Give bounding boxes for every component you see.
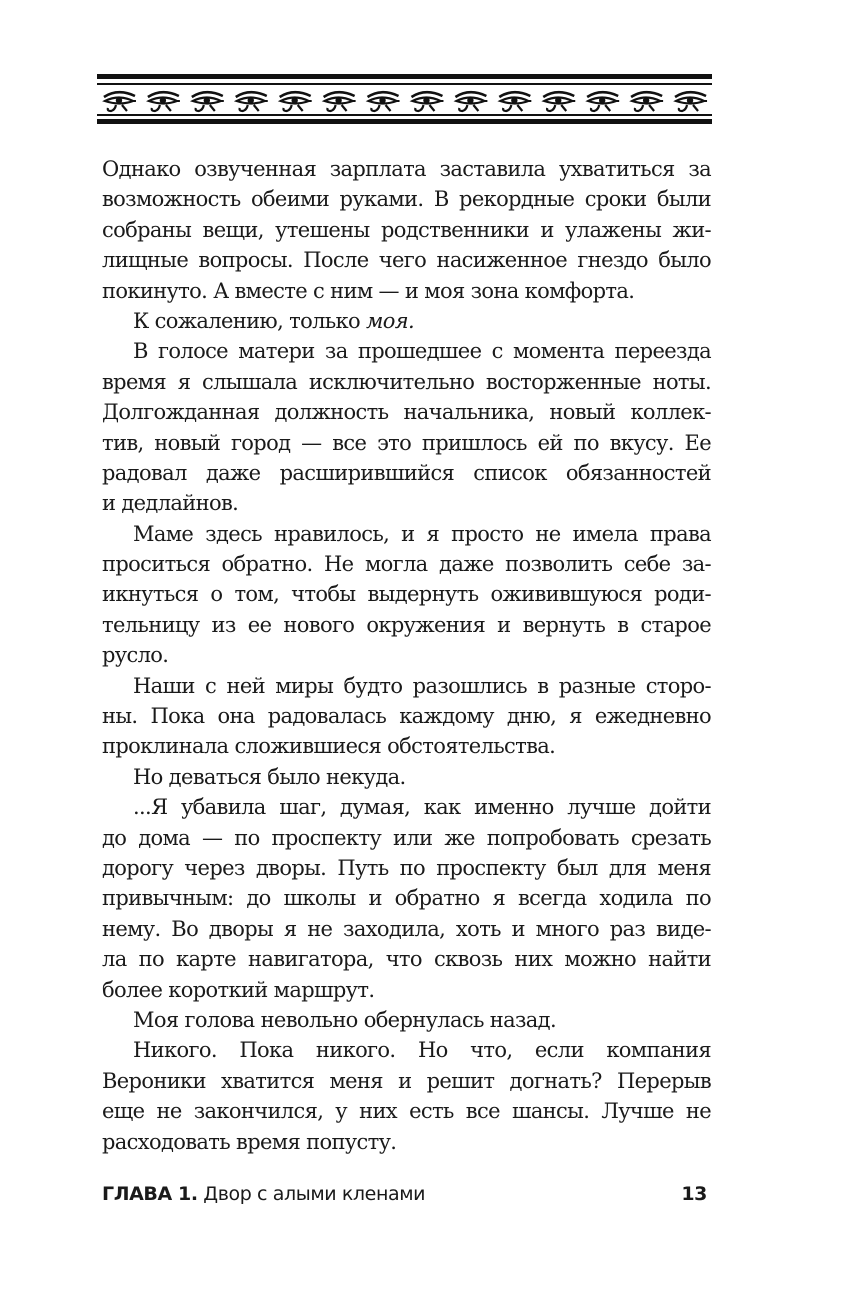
text-line: еще не закончился, у них есть все шансы. Лучше не xyxy=(102,1099,711,1124)
text-line: В голосе матери за прошедшее с момента переезда xyxy=(133,339,711,364)
text-line: Однако озвученная зарплата заставила ухватиться за xyxy=(102,157,711,181)
ornament-rule-top xyxy=(97,74,712,79)
ornament-rule-bottom xyxy=(97,119,712,124)
text-line: радовал даже расширившийся список обязанностей xyxy=(102,460,711,485)
chapter-title xyxy=(102,1183,425,1205)
eye-of-horus-icon xyxy=(543,92,575,111)
eye-of-horus-icon xyxy=(324,92,356,111)
text-line: русло. xyxy=(102,643,169,668)
eye-of-horus-icon xyxy=(192,92,224,111)
text-line: нему. Во дворы я не заходила, хоть и много раз виде- xyxy=(102,916,711,941)
text-line: собраны вещи, утешены родственники и улажены жи- xyxy=(102,217,711,242)
text-line: более короткий маршрут. xyxy=(102,977,375,1002)
text-line: Наши с ней миры будто разошлись в разные сторо- xyxy=(133,673,711,698)
text-line: ...Я убавила шаг, думая, как именно лучше дойти xyxy=(133,795,711,820)
eye-of-horus-icon xyxy=(499,92,531,111)
text-line: покинуто. А вместе с ним — и моя зона комфорта. xyxy=(102,278,635,303)
text-line: Вероники хватится меня и решит догнать? Перерыв xyxy=(102,1068,711,1093)
eye-of-horus-icon xyxy=(236,92,268,111)
text-line: Моя голова невольно обернулась назад. xyxy=(133,1007,556,1032)
eye-of-horus-icon xyxy=(631,92,663,111)
text-line xyxy=(102,306,711,336)
text-line: тив, новый город — все это пришлось ей по вкусу. Ее xyxy=(102,430,711,455)
text-run: К сожалению, только xyxy=(133,308,367,333)
ornament-rule-top-thin xyxy=(97,83,712,85)
italic-word: моя. xyxy=(366,308,415,333)
eye-of-horus-icon xyxy=(148,92,180,111)
text-line: лищные вопросы. После чего насиженное гнездо было xyxy=(102,248,711,273)
chapter-name: Двор с алыми кленами xyxy=(197,1183,426,1205)
text-line: проситься обратно. Не могла даже позволить себе за- xyxy=(102,552,711,577)
eye-of-horus-icon xyxy=(280,92,312,111)
eye-of-horus-icon xyxy=(587,92,619,111)
eye-of-horus-icon xyxy=(675,92,707,111)
text-line: проклинала сложившиеся обстоятельства. xyxy=(102,734,556,759)
page-number: 13 xyxy=(681,1183,707,1205)
header-ornament xyxy=(97,74,712,124)
eye-of-horus-icon xyxy=(368,92,400,111)
text-line: ла по карте навигатора, что сквозь них можно найти xyxy=(102,947,711,972)
text-line: расходовать время попусту. xyxy=(102,1129,397,1154)
eye-of-horus-icon xyxy=(411,92,443,111)
text-line: дорогу через дворы. Путь по проспекту был для меня xyxy=(102,855,711,880)
text-line: возможность обеими руками. В рекордные сроки были xyxy=(102,187,711,212)
eye-of-horus-band xyxy=(97,87,712,113)
text-line: и дедлайнов. xyxy=(102,491,239,516)
text-line: Долгожданная должность начальника, новый коллек- xyxy=(102,400,711,425)
text-line: привычным: до школы и обратно я всегда ходила по xyxy=(102,886,711,911)
eye-of-horus-icon xyxy=(455,92,487,111)
text-line: Но деваться было некуда. xyxy=(133,764,406,789)
text-line: Никого. Пока никого. Но что, если компания xyxy=(133,1038,711,1063)
running-footer xyxy=(102,1183,711,1213)
text-line: икнуться о том, чтобы выдернуть оживившуюся роди- xyxy=(102,582,711,607)
text-line: время я слышала исключительно восторженные ноты. xyxy=(102,369,711,394)
chapter-label: ГЛАВА 1. xyxy=(102,1183,198,1205)
text-line: Маме здесь нравилось, и я просто не имела права xyxy=(133,521,711,546)
text-line: до дома — по проспекту или же попробовать срезать xyxy=(102,825,711,850)
eye-of-horus-icon xyxy=(104,92,136,111)
ornament-rule-bottom-thin xyxy=(97,114,712,116)
text-line: тельницу из ее нового окружения и вернуть в старое xyxy=(102,612,711,637)
body-text xyxy=(102,154,711,1157)
text-line: ны. Пока она радовалась каждому дню, я ежедневно xyxy=(102,704,711,729)
